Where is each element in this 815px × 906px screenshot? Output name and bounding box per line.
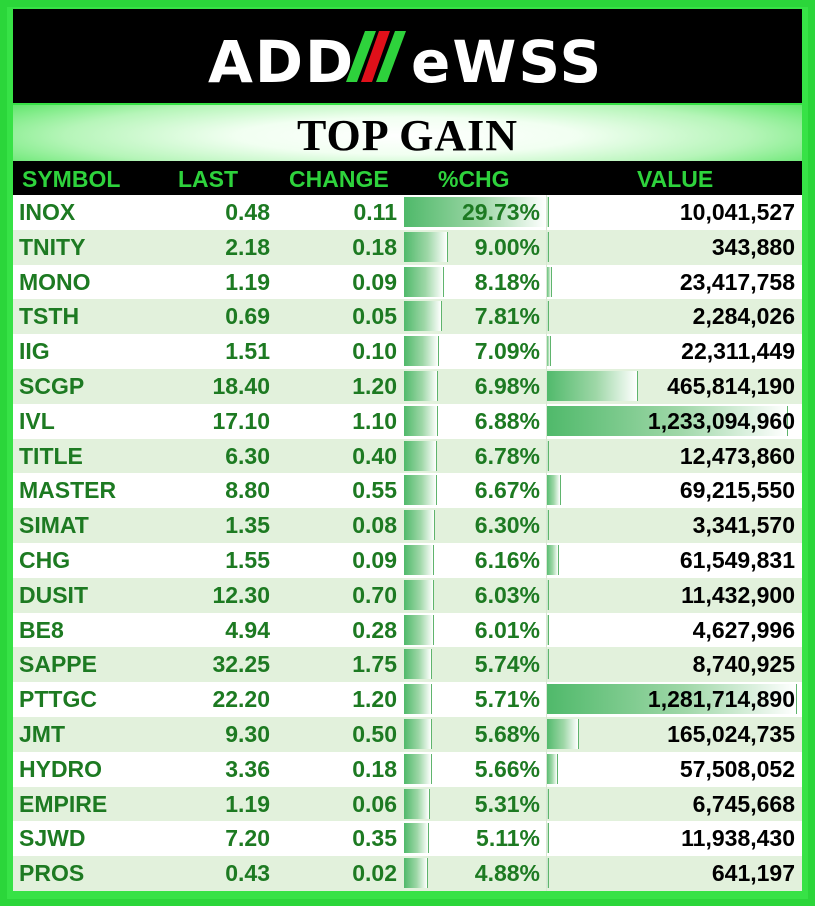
last-price-cell: 1.35 [225, 512, 270, 539]
value-bar [546, 371, 638, 401]
symbol-cell: TITLE [19, 442, 83, 469]
pct-change-bar [404, 371, 438, 401]
table-row [13, 265, 802, 300]
header-value: VALUE [637, 166, 714, 192]
last-price-cell: 1.51 [225, 338, 270, 365]
table-header [13, 161, 802, 195]
header-last: LAST [178, 166, 239, 192]
symbol-cell: INOX [19, 199, 76, 225]
last-price-cell: 7.20 [225, 825, 270, 852]
column-divider [546, 508, 547, 543]
table-row [13, 299, 802, 334]
value-bar [546, 754, 558, 784]
title-band [13, 105, 802, 161]
last-price-cell: 2.18 [225, 233, 270, 260]
last-price-cell: 4.94 [225, 616, 270, 643]
value-cell: 1,281,714,890 [647, 686, 795, 713]
pct-change-cell: 5.71% [474, 686, 540, 713]
symbol-cell: MASTER [19, 477, 117, 504]
pct-change-bar [404, 232, 448, 262]
frame [7, 7, 808, 899]
header-pct-change: %CHG [438, 166, 510, 192]
symbol-cell: JMT [19, 721, 65, 747]
value-bar [546, 475, 561, 505]
change-cell: 0.05 [352, 303, 397, 330]
pct-change-cell: 6.30% [474, 512, 540, 539]
column-divider [546, 334, 547, 369]
value-cell: 8,740,925 [692, 651, 795, 678]
symbol-cell: TSTH [19, 303, 80, 330]
gainers-table [13, 161, 802, 891]
change-cell: 0.40 [352, 442, 397, 469]
last-price-cell: 1.55 [225, 547, 270, 573]
column-divider [546, 647, 547, 682]
column-divider [546, 265, 547, 300]
table-row [13, 787, 802, 822]
pct-change-cell: 6.01% [474, 616, 540, 643]
pct-change-cell: 29.73% [461, 199, 540, 225]
value-cell: 165,024,735 [667, 721, 795, 747]
column-divider [546, 439, 547, 474]
pct-change-cell: 5.74% [474, 651, 540, 678]
table-row [13, 473, 802, 508]
pct-change-cell: 6.67% [474, 477, 540, 504]
column-divider [546, 578, 547, 613]
value-cell: 61,549,831 [679, 547, 795, 573]
table-row [13, 752, 802, 787]
pct-change-bar [404, 580, 434, 610]
column-divider [546, 682, 547, 717]
value-cell: 23,417,758 [679, 268, 795, 295]
pct-change-bar [404, 336, 439, 366]
logo [13, 9, 802, 103]
header-change: CHANGE [289, 166, 389, 192]
symbol-cell: MONO [19, 268, 91, 295]
column-divider [546, 404, 547, 439]
last-price-cell: 0.48 [225, 199, 270, 225]
pct-change-cell: 6.16% [474, 547, 540, 573]
table-row [13, 821, 802, 856]
pct-change-cell: 6.03% [474, 581, 540, 608]
last-price-cell: 6.30 [225, 442, 270, 469]
change-cell: 1.10 [352, 407, 397, 434]
symbol-cell: TNITY [19, 233, 86, 260]
pct-change-cell: 6.88% [474, 407, 540, 434]
change-cell: 0.10 [352, 338, 397, 365]
pct-change-bar [404, 510, 435, 540]
table-row [13, 543, 802, 578]
change-cell: 1.75 [352, 651, 397, 678]
value-cell: 641,197 [711, 860, 795, 887]
value-cell: 10,041,527 [679, 199, 795, 225]
pct-change-bar [404, 267, 444, 297]
symbol-cell: SAPPE [19, 651, 97, 678]
table-row [13, 508, 802, 543]
table-row [13, 578, 802, 613]
logo-text-left: ADD [208, 28, 356, 96]
pct-change-bar [404, 406, 438, 436]
table-row [13, 230, 802, 265]
symbol-cell: PTTGC [19, 686, 97, 713]
last-price-cell: 32.25 [212, 651, 270, 678]
table-row [13, 647, 802, 682]
value-bar [546, 545, 559, 575]
pct-change-bar [404, 858, 428, 888]
value-cell: 12,473,860 [679, 442, 795, 469]
symbol-cell: DUSIT [19, 581, 88, 608]
table-row [13, 404, 802, 439]
last-price-cell: 8.80 [225, 477, 270, 504]
symbol-cell: IVL [19, 407, 55, 434]
symbol-cell: SJWD [19, 825, 86, 852]
table-row [13, 195, 802, 230]
pct-change-bar [404, 789, 430, 819]
pct-change-bar [404, 301, 442, 331]
change-cell: 0.02 [352, 860, 397, 887]
symbol-cell: HYDRO [19, 755, 103, 782]
value-cell: 6,745,668 [692, 790, 795, 817]
column-divider [546, 299, 547, 334]
last-price-cell: 0.43 [225, 860, 270, 887]
symbol-cell: PROS [19, 860, 85, 887]
pct-change-cell: 4.88% [474, 860, 540, 887]
change-cell: 0.18 [352, 755, 397, 782]
table-row [13, 334, 802, 369]
symbol-cell: SIMAT [19, 512, 89, 539]
column-divider [546, 717, 547, 752]
change-cell: 1.20 [352, 686, 397, 713]
value-cell: 4,627,996 [692, 616, 795, 643]
pct-change-cell: 5.31% [474, 790, 540, 817]
column-divider [546, 821, 547, 856]
last-price-cell: 9.30 [225, 721, 270, 747]
change-cell: 0.09 [352, 268, 397, 295]
pct-change-cell: 8.18% [474, 268, 540, 295]
change-cell: 0.35 [352, 825, 397, 852]
logo-bar [13, 9, 802, 103]
column-divider [546, 752, 547, 787]
header-symbol: SYMBOL [22, 166, 121, 192]
change-cell: 0.70 [352, 581, 397, 608]
pct-change-bar [404, 441, 437, 471]
pct-change-bar [404, 719, 432, 749]
pct-change-bar [404, 823, 429, 853]
last-price-cell: 18.40 [212, 373, 270, 399]
pct-change-cell: 5.11% [476, 825, 540, 852]
change-cell: 0.11 [353, 199, 397, 225]
value-cell: 57,508,052 [679, 755, 795, 782]
value-bar [546, 719, 579, 749]
symbol-cell: SCGP [19, 373, 85, 399]
change-cell: 1.20 [352, 373, 397, 399]
value-cell: 465,814,190 [667, 373, 795, 399]
pct-change-cell: 5.68% [474, 721, 540, 747]
column-divider [546, 787, 547, 822]
column-divider [546, 195, 547, 230]
last-price-cell: 1.19 [225, 790, 270, 817]
column-divider [546, 613, 547, 648]
pct-change-cell: 7.81% [474, 303, 540, 330]
value-cell: 1,233,094,960 [647, 407, 795, 434]
pct-change-cell: 6.98% [474, 373, 540, 399]
page-title: TOP GAIN [296, 111, 519, 160]
change-cell: 0.09 [352, 547, 397, 573]
value-cell: 22,311,449 [681, 338, 795, 365]
pct-change-bar [404, 615, 434, 645]
pct-change-bar [404, 649, 432, 679]
pct-change-bar [404, 545, 434, 575]
value-cell: 2,284,026 [692, 303, 795, 330]
value-cell: 11,938,430 [681, 825, 795, 852]
pct-change-cell: 6.78% [474, 442, 540, 469]
pct-change-bar [404, 475, 437, 505]
value-cell: 11,432,900 [681, 581, 795, 608]
pct-change-cell: 7.09% [474, 338, 540, 365]
last-price-cell: 3.36 [225, 755, 270, 782]
pct-change-cell: 9.00% [474, 233, 540, 260]
table-row [13, 717, 802, 752]
change-cell: 0.28 [352, 616, 397, 643]
column-divider [546, 473, 547, 508]
change-cell: 0.18 [352, 233, 397, 260]
last-price-cell: 1.19 [225, 268, 270, 295]
change-cell: 0.06 [352, 790, 397, 817]
last-price-cell: 17.10 [212, 407, 270, 434]
value-cell: 343,880 [711, 233, 795, 260]
last-price-cell: 0.69 [225, 303, 270, 330]
change-cell: 0.08 [352, 512, 397, 539]
column-divider [546, 369, 547, 404]
table-row [13, 613, 802, 648]
symbol-cell: CHG [19, 547, 71, 573]
symbol-cell: IIG [19, 338, 50, 365]
value-cell: 69,215,550 [679, 477, 795, 504]
column-divider [546, 543, 547, 578]
change-cell: 0.50 [352, 721, 397, 747]
logo-text-right: eWSS [411, 28, 604, 96]
last-price-cell: 22.20 [212, 686, 270, 713]
column-divider [546, 856, 547, 891]
symbol-cell: BE8 [19, 616, 64, 643]
pct-change-bar [404, 684, 432, 714]
table-row [13, 856, 802, 891]
change-cell: 0.55 [352, 477, 397, 504]
symbol-cell: EMPIRE [19, 790, 108, 817]
pct-change-cell: 5.66% [474, 755, 540, 782]
last-price-cell: 12.30 [212, 581, 270, 608]
column-divider [546, 230, 547, 265]
table-row [13, 369, 802, 404]
table-row [13, 682, 802, 717]
value-cell: 3,341,570 [692, 512, 795, 539]
pct-change-bar [404, 754, 432, 784]
table-row [13, 439, 802, 474]
